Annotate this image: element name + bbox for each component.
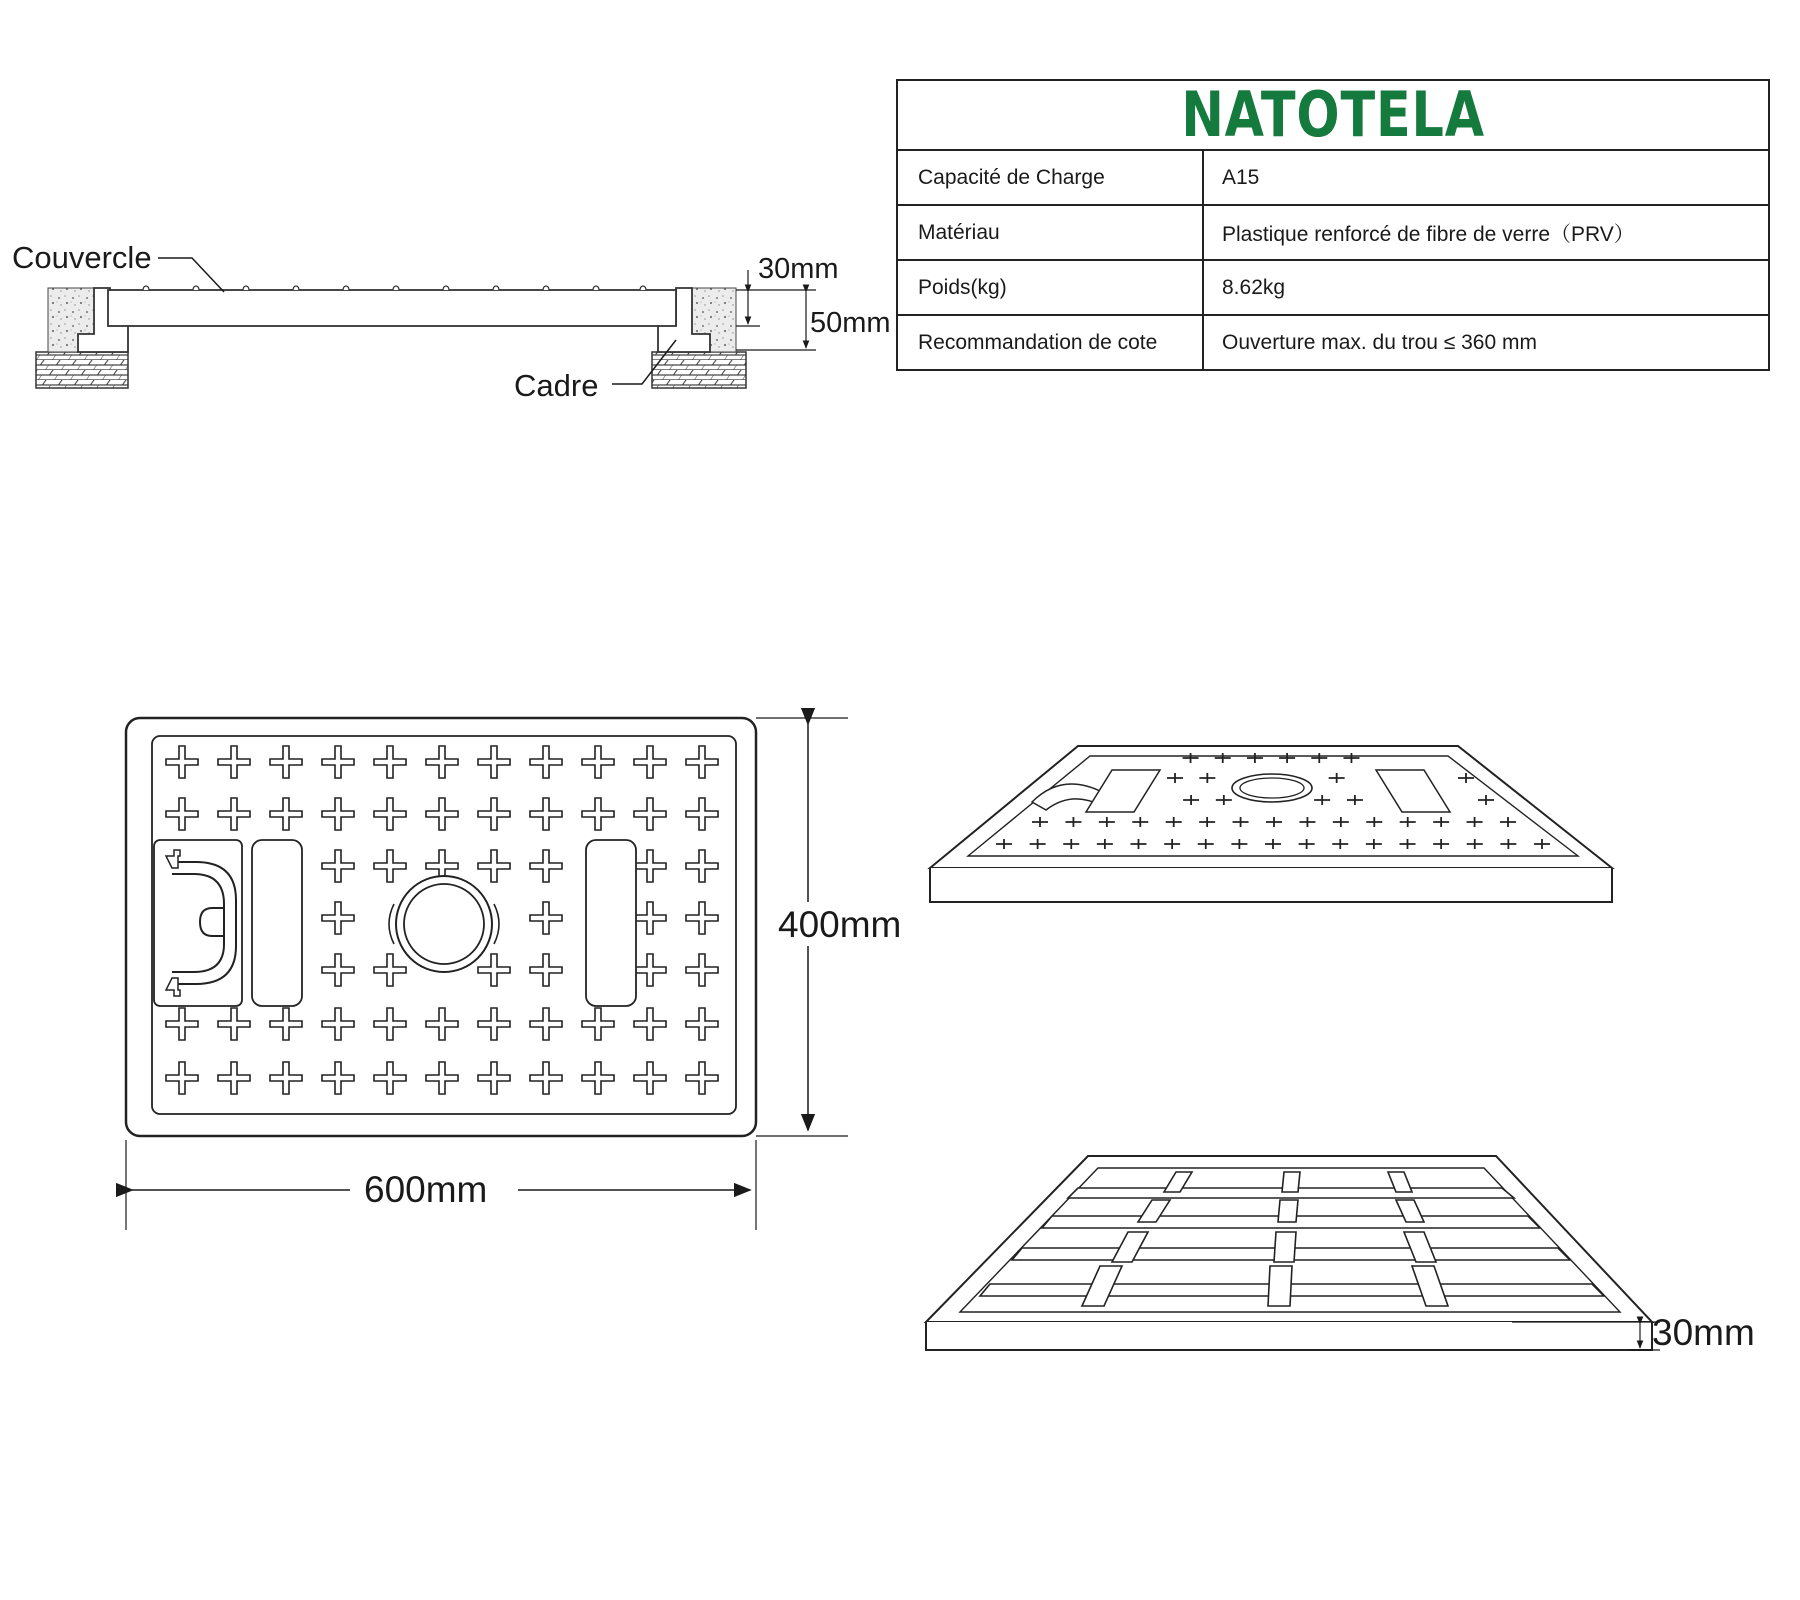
spec-value: A15 — [1222, 165, 1260, 189]
perspective-top-drawing — [930, 746, 1612, 902]
spec-label: Capacité de Charge — [898, 151, 1204, 204]
underside-drawing — [926, 1156, 1755, 1353]
spec-value: Ouverture max. du trou ≤ 360 mm — [1222, 330, 1537, 354]
brand-logo: NATOTELA — [1181, 78, 1485, 151]
width-dimension-label: 600mm — [364, 1169, 488, 1210]
spec-label: Recommandation de cote — [898, 316, 1204, 369]
spec-value: 8.62kg — [1222, 275, 1286, 299]
spec-label: Poids(kg) — [898, 261, 1204, 314]
dim-total-label: 50mm — [810, 307, 891, 339]
label-frame: Cadre — [514, 368, 599, 403]
spec-label: Matériau — [898, 206, 1204, 259]
cross-section-drawing — [12, 240, 891, 403]
label-cover: Couvercle — [12, 240, 152, 275]
top-view-drawing — [126, 718, 916, 1230]
thickness-dimension-label: 30mm — [1652, 1312, 1755, 1353]
dim-top-label: 30mm — [758, 253, 839, 285]
spec-value: Plastique renforcé de fibre de verre（PRV） — [1222, 222, 1635, 246]
height-dimension-label: 400mm — [778, 904, 902, 945]
